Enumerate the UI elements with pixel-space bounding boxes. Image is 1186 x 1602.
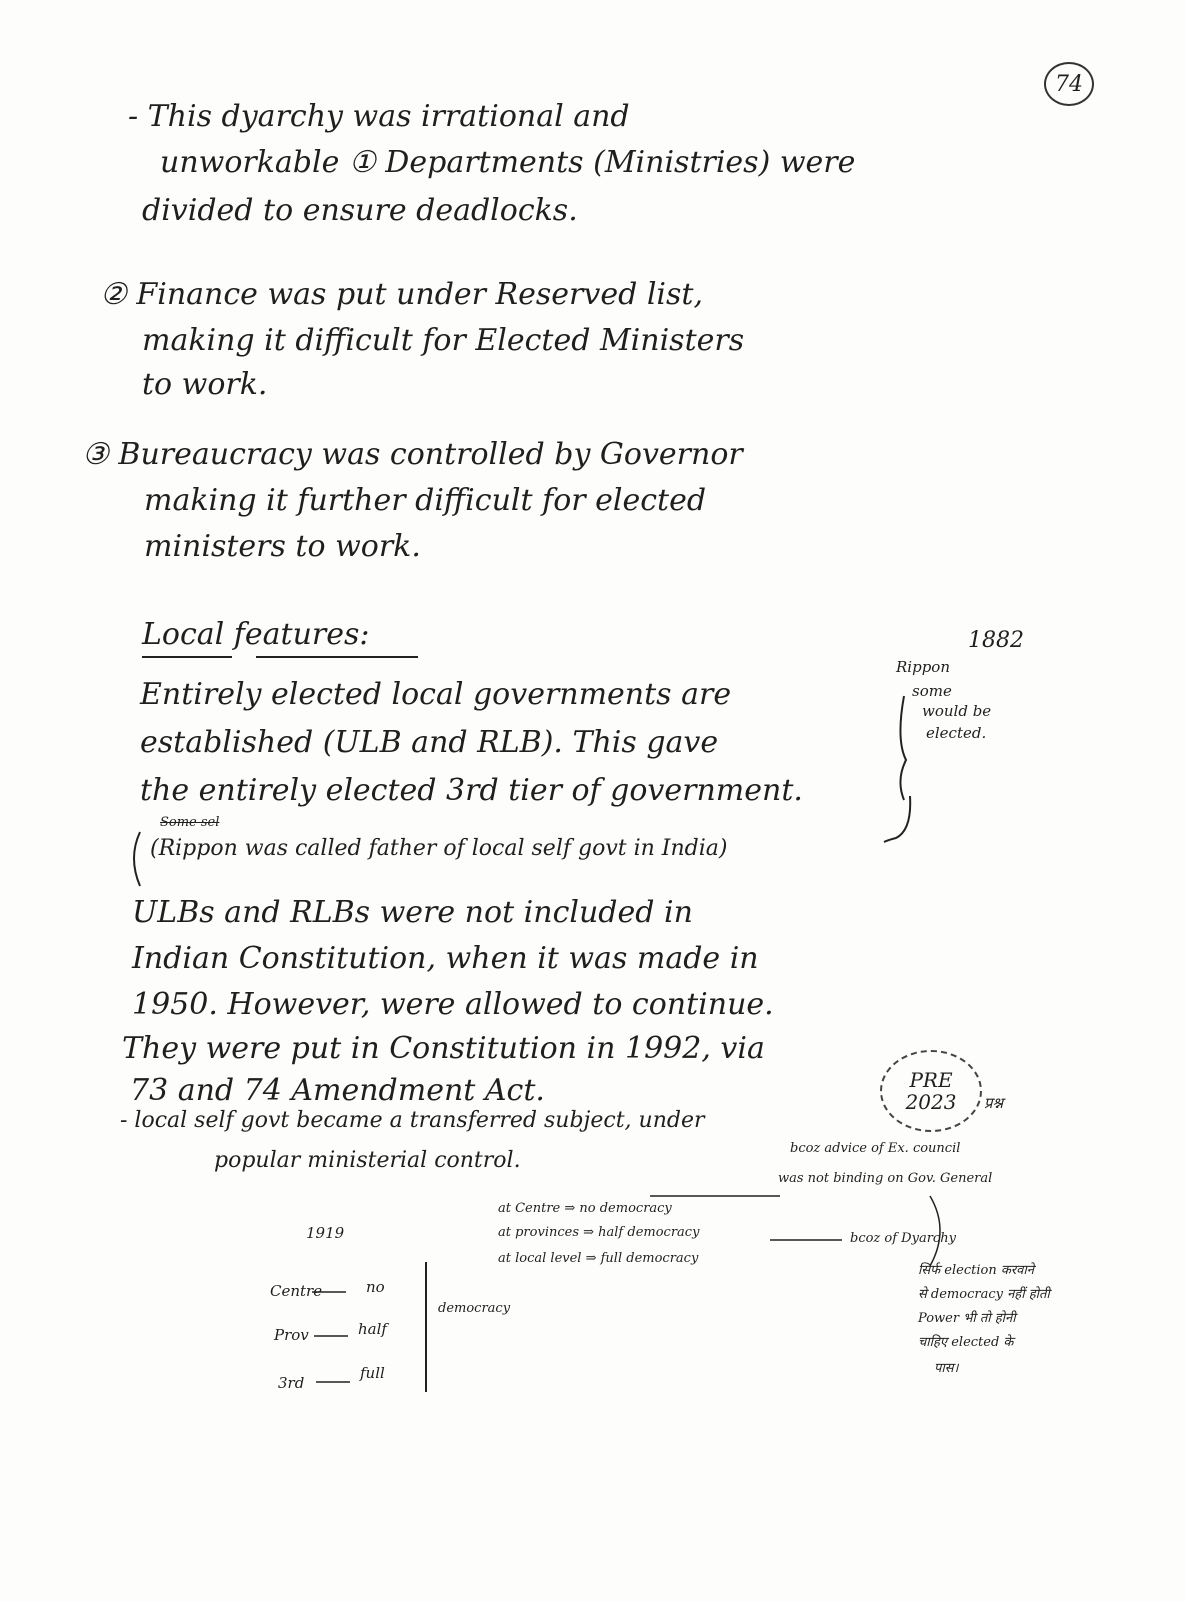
stamp-text-2: 2023	[905, 1090, 957, 1114]
side-note-would-be: would be	[922, 702, 992, 720]
centre-line: at Centre ⇒ no democracy	[498, 1201, 672, 1216]
hindi-note-4: चाहिए elected के	[918, 1335, 1014, 1350]
finance-line-3: to work.	[142, 367, 268, 402]
stamp-note: प्रश्न	[984, 1094, 1004, 1112]
bureaucracy-line-1: ③ Bureaucracy was controlled by Governor	[82, 437, 743, 472]
bureaucracy-line-2: making it further difficult for elected	[144, 483, 707, 518]
page-number: 74	[1044, 62, 1094, 106]
local-line-11: popular ministerial control.	[214, 1148, 521, 1173]
finance-line-2: making it difficult for Elected Ministers	[142, 323, 745, 358]
local-line: at local level ⇒ full democracy	[498, 1251, 699, 1266]
row-prov-value: half	[358, 1320, 387, 1338]
finance-line-1: ② Finance was put under Reserved list,	[100, 277, 704, 312]
local-line-6: Indian Constitution, when it was made in	[132, 941, 759, 976]
dyarchy-line-2: unworkable ① Departments (Ministries) were	[160, 145, 856, 180]
side-note-year: 1882	[968, 628, 1024, 653]
hindi-note-1: सिर्फ election करवाने	[918, 1263, 1034, 1278]
pre-2023-stamp	[880, 1050, 982, 1132]
local-line-4-rippon: (Rippon was called father of local self govt in India)	[150, 836, 728, 861]
row-prov-label: Prov	[274, 1326, 309, 1344]
row-third-value: full	[360, 1364, 385, 1382]
local-line-2: established (ULB and RLB). This gave	[140, 725, 719, 760]
side-note-some: some	[912, 682, 952, 700]
hindi-note-5: पास।	[934, 1361, 959, 1376]
province-line: at provinces ⇒ half democracy	[498, 1225, 700, 1240]
local-line-3: the entirely elected 3rd tier of government.	[140, 773, 803, 808]
local-line-7: 1950. However, were allowed to continue.	[132, 987, 774, 1022]
because-dyarchy: bcoz of Dyarchy	[850, 1231, 956, 1246]
not-binding: was not binding on Gov. General	[778, 1171, 993, 1186]
because-advice: bcoz advice of Ex. council	[790, 1141, 961, 1156]
dyarchy-line-1: - This dyarchy was irrational and	[128, 99, 630, 134]
local-line-1: Entirely elected local governments are	[140, 677, 732, 712]
bracket-label: democracy	[438, 1301, 511, 1316]
local-line-9: 73 and 74 Amendment Act.	[130, 1073, 545, 1108]
local-line-8: They were put in Constitution in 1992, via	[122, 1031, 765, 1066]
diagram-year: 1919	[306, 1224, 345, 1242]
side-note-rippon: Rippon	[896, 658, 950, 676]
struck-text: Some sel	[160, 815, 220, 830]
row-centre-value: no	[366, 1278, 385, 1296]
row-centre-label: Centre	[270, 1282, 323, 1300]
dyarchy-line-3: divided to ensure deadlocks.	[142, 193, 578, 228]
hindi-note-2: से democracy नहीं होती	[918, 1287, 1050, 1302]
bureaucracy-line-3: ministers to work.	[144, 529, 421, 564]
side-note-elected: elected.	[926, 724, 987, 742]
local-line-5: ULBs and RLBs were not included in	[132, 895, 693, 930]
stamp-text-1: PRE	[909, 1068, 953, 1092]
hindi-note-3: Power भी तो होनी	[918, 1311, 1016, 1326]
local-line-10: - local self govt became a transferred subject, under	[120, 1108, 705, 1133]
local-features-heading: Local features:	[142, 617, 370, 652]
row-third-label: 3rd	[278, 1374, 305, 1392]
